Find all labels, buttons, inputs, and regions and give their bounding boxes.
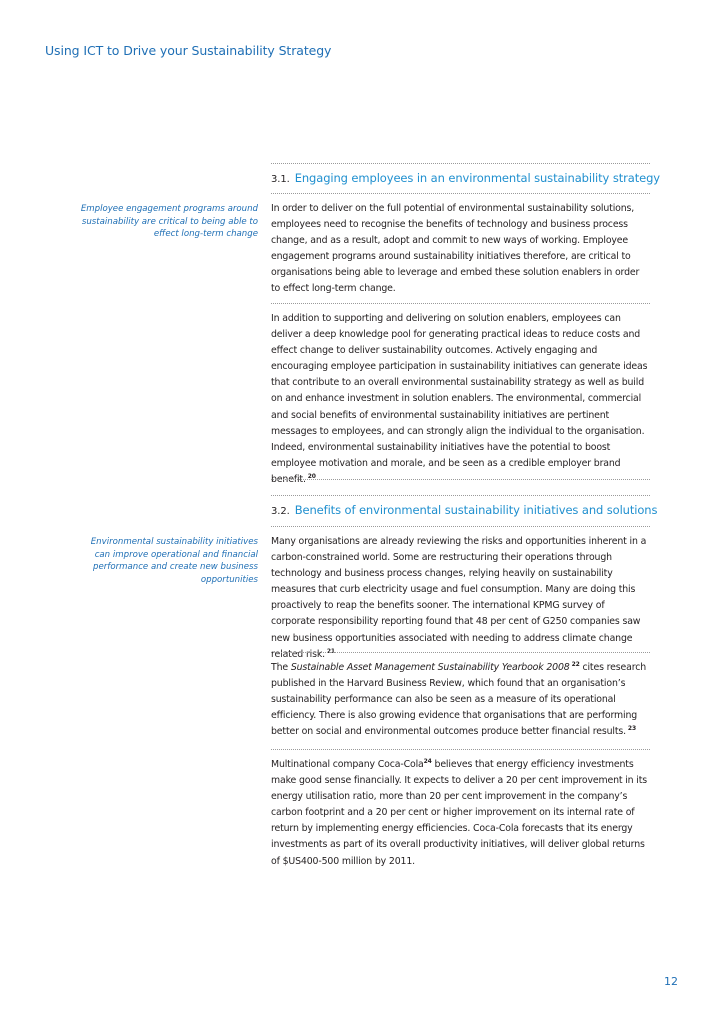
paragraph: The Sustainable Asset Management Sustainability Yearbook 2008 $^{22}$ cites research published in the Harvard Business Review, which found that an organisation’s sustainability performance can also be seen as a measure of its operational efficiency. There is also growing evidence that organisations that are performing better on social and environmental outcomes produce better financial results. $^{23}$ <box>271 660 646 738</box>
pullquote-engagement: Employee engagement programs around sustainability are critical to being able to effect long-term change <box>80 204 258 239</box>
paragraph-divider <box>271 749 650 750</box>
footnote-ref: 22 <box>571 660 580 668</box>
section-heading-3-1 <box>271 171 660 185</box>
section-divider <box>271 526 650 527</box>
paragraph-divider <box>271 303 650 304</box>
section-divider <box>271 163 650 164</box>
footnote-ref: 21 <box>326 647 335 655</box>
section-number: 3.2. <box>271 506 290 517</box>
paragraph: In order to deliver on the full potential of environmental sustainability solutions, employees need to recognise the benefits of technology and business process change, and as a result, adopt and commit to new ways of working. Employee engagement programs around sustainability initiatives therefore, are critical to organisations being able to leverage and embed these solution enablers in order to effect long-term change. <box>271 203 640 295</box>
footnote-ref: 24 <box>423 757 432 765</box>
paragraph: Many organisations are already reviewing the risks and opportunities inherent in a carbon-constrained world. Some are restructuring their operations through technology and business process changes, relying heavily on sustainability measures that curb electricity usage and fuel consumption. Many are doing this proactively to reap the benefits sooner. The international KPMG survey of corporate responsibility reporting found that 48 per cent of G250 companies saw new business opportunities associated with needing to address climate change related risk. $^{21}$ <box>271 536 647 660</box>
section-divider <box>271 193 650 194</box>
section-title: Engaging employees in an environmental sustainability strategy <box>294 171 660 185</box>
paragraph-divider <box>271 479 650 480</box>
footnote-ref: 20 <box>307 472 316 480</box>
paragraph-divider <box>271 652 650 653</box>
paragraph: Multinational company Coca-Cola$^{24}$ believes that energy efficiency investments make good sense financially. It expects to deliver a 20 per cent improvement in its energy utilisation ratio, more than 20 per cent improvement in the company’s carbon footprint and a 20 per cent or higher improvement on its internal rate of return by implementing energy efficiencies. Coca-Cola forecasts that its energy investments as part of its overall productivity initiatives, will deliver global returns of $US400-500 million by 2011. <box>271 757 648 867</box>
page-header-title: Using ICT to Drive your Sustainability Strategy <box>45 43 332 58</box>
paragraph: In addition to supporting and delivering on solution enablers, employees can deliver a deep knowledge pool for generating practical ideas to reduce costs and effect change to deliver sustainability outcomes. Actively engaging and encouraging employee participation in sustainability initiatives can generate ideas that contribute to an overall environmental sustainability strategy as well as build on and enhance investment in solution enablers. The environmental, commercial and social benefits of environmental sustainability initiatives are pertinent messages to employees, and can strongly align the individual to the organisation. Indeed, environmental sustainability initiatives have the potential to boost employee motivation and morale, and be seen as a credible employer brand benefit. $^{20}$ <box>271 313 648 485</box>
section-title: Benefits of environmental sustainability initiatives and solutions <box>294 503 658 517</box>
section-number: 3.1. <box>271 174 290 185</box>
page-number: 12 <box>664 975 678 988</box>
footnote-ref: 23 <box>627 725 636 733</box>
section-heading-3-2 <box>271 503 658 517</box>
pullquote-benefits: Environmental sustainability initiatives can improve operational and financial performance and create new business opportunities <box>90 537 258 585</box>
section-divider <box>271 495 650 496</box>
